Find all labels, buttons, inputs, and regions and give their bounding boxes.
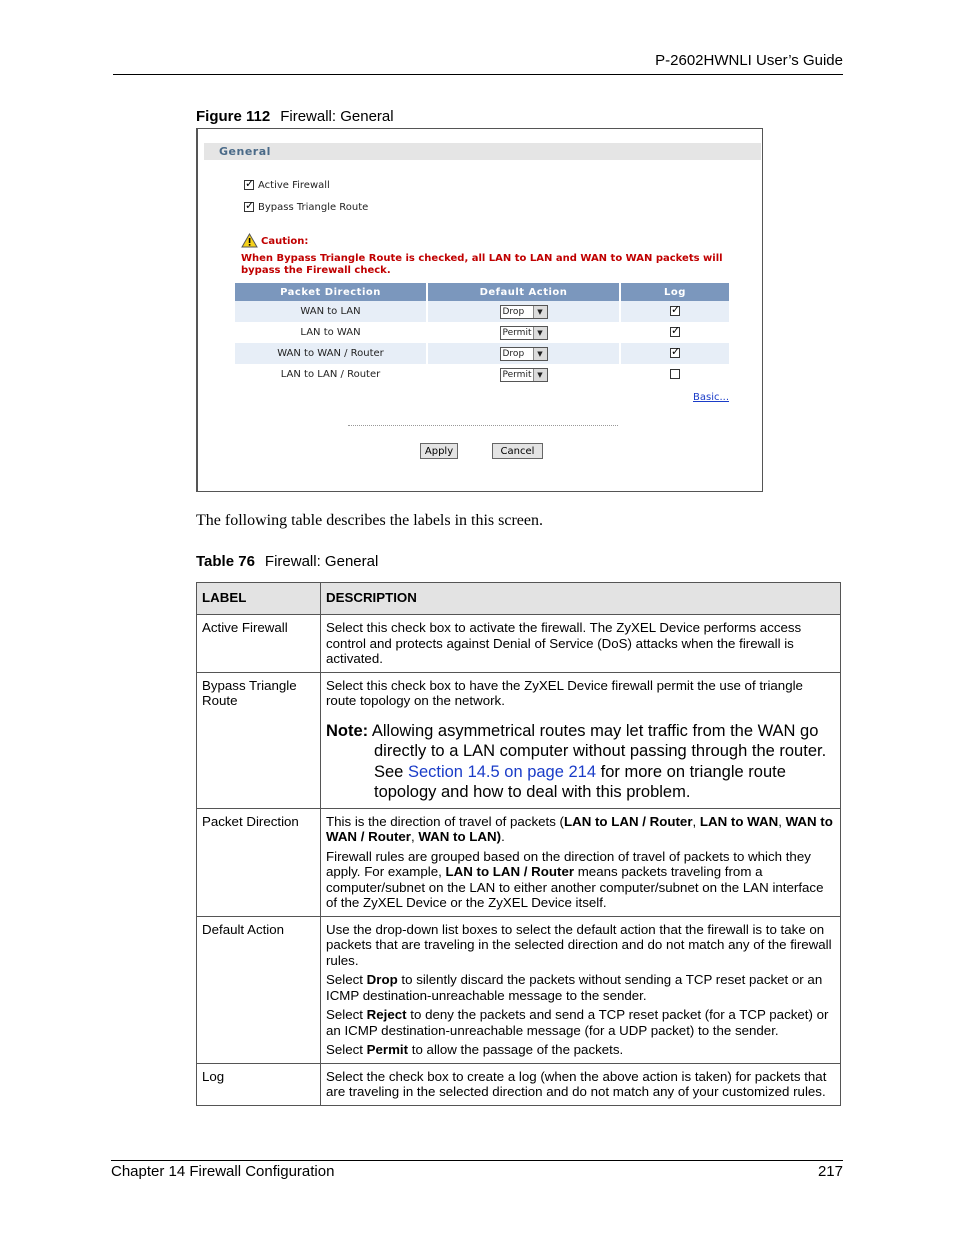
row-label: Packet Direction: [197, 808, 321, 916]
log-checkbox[interactable]: [670, 306, 680, 316]
rule-direction: LAN to WAN: [300, 327, 361, 338]
default-action-select[interactable]: Permit ▼: [500, 326, 548, 340]
bypass-triangle-label: Bypass Triangle Route: [258, 202, 369, 213]
row-description: Select this check box to activate the firewall. The ZyXEL Device performs access control and protects against Denial of Service (DoS) attacks when the firewall is activated.: [321, 615, 841, 673]
col-default-action: Default Action: [428, 283, 619, 301]
bypass-triangle-row: [244, 202, 368, 213]
description-text: Firewall rules are grouped based on the direction of travel of packets to which they apply. For example, LAN to LAN / Router means packets traveling from a computer/subnet on the LAN to either another computer/subnet on the LAN interface of the ZyXEL Device or the ZyXEL Device itself.: [326, 848, 824, 910]
cancel-button[interactable]: Cancel: [492, 443, 543, 459]
intro-text: The following table describes the labels in this screen.: [196, 512, 544, 529]
log-checkbox[interactable]: [670, 348, 680, 358]
table-row: [197, 1063, 841, 1105]
table-header-row: [197, 583, 841, 615]
figure-title: Firewall: General: [280, 108, 394, 125]
col-description-header: DESCRIPTION: [321, 583, 841, 615]
bypass-triangle-checkbox[interactable]: [244, 202, 254, 212]
chapter-title: Chapter 14 Firewall Configuration: [111, 1163, 335, 1180]
row-description: [321, 916, 841, 1063]
rule-row: [235, 301, 729, 322]
log-checkbox[interactable]: [670, 327, 680, 337]
section-link[interactable]: Section 14.5 on page 214: [407, 762, 597, 781]
apply-button[interactable]: Apply: [420, 443, 458, 459]
row-description: Select the check box to create a log (when the above action is taken) for packets that are traveling in the selected direction and do not match any of your customized rules.: [321, 1063, 841, 1105]
table-row: [197, 615, 841, 673]
default-action-select[interactable]: Drop ▼: [500, 305, 548, 319]
note: Note: Allowing asymmetrical routes may let traffic from the WAN go directly to a LAN computer without passing through the router. See Section 14.5 on page 214 for more on triangle route topology and how to deal with this problem.: [326, 721, 827, 801]
description-text: Select Permit to allow the passage of the packets.: [326, 1042, 624, 1057]
row-description: [321, 672, 841, 808]
description-text: Select this check box to have the ZyXEL Device firewall permit the use of triangle route topology on the network.: [326, 677, 803, 708]
active-firewall-checkbox[interactable]: [244, 180, 254, 190]
table-row: [197, 916, 841, 1063]
rules-header-row: [235, 283, 729, 301]
page-header: [113, 52, 843, 75]
page-footer: [111, 1160, 843, 1185]
page-number: 217: [817, 1163, 843, 1180]
section-title-bar: General: [204, 143, 761, 160]
firewall-rules-table: [233, 283, 731, 385]
description-text: This is the direction of travel of packets (LAN to LAN / Router, LAN to WAN, WAN to WAN / Router, WAN to LAN).: [326, 813, 833, 844]
active-firewall-row: [244, 180, 330, 191]
row-label: Active Firewall: [197, 615, 321, 673]
note-label: Note:: [326, 721, 369, 740]
caution-title: Caution:: [261, 236, 309, 247]
default-action-select[interactable]: Drop ▼: [500, 347, 548, 361]
label-description-table: [196, 582, 841, 1106]
row-label: Log: [197, 1063, 321, 1105]
guide-title: P-2602HWNLI User’s Guide: [655, 52, 843, 69]
divider: [348, 425, 618, 426]
description-text: Use the drop-down list boxes to select the default action that the firewall is to take on packets that are traveling in the selected direction and do not match any of the firewall rules.: [326, 921, 832, 968]
chevron-down-icon: ▼: [533, 369, 547, 381]
chevron-down-icon: ▼: [533, 348, 547, 360]
active-firewall-label: Active Firewall: [258, 180, 330, 191]
figure-caption: [196, 108, 394, 125]
rule-direction: WAN to LAN: [235, 301, 426, 322]
table-row: [197, 808, 841, 916]
col-packet-direction: Packet Direction: [235, 283, 426, 301]
chevron-down-icon: ▼: [533, 306, 547, 318]
description-text: Select Drop to silently discard the packets without sending a TCP reset packet or an ICMP destination-unreachable message to the sender.: [326, 972, 823, 1003]
default-action-select[interactable]: Permit ▼: [500, 368, 548, 382]
row-label: Default Action: [197, 916, 321, 1063]
chevron-down-icon: ▼: [533, 327, 547, 339]
firewall-general-screenshot: [196, 128, 763, 492]
caution-text: When Bypass Triangle Route is checked, all LAN to LAN and WAN to WAN packets will bypass the Firewall check.: [241, 253, 723, 276]
col-log: Log: [621, 283, 729, 301]
rule-row: [235, 343, 729, 364]
table-number: Table 76: [196, 553, 255, 570]
description-text: Select Reject to deny the packets and send a TCP reset packet (for a TCP packet) or an ICMP destination-unreachable message (for a UDP packet) to the sender.: [326, 1007, 829, 1038]
rule-direction: WAN to WAN / Router: [235, 343, 426, 364]
table-caption: [196, 553, 378, 570]
rule-row: [235, 364, 729, 385]
basic-link[interactable]: Basic...: [693, 392, 730, 403]
figure-number: Figure 112: [196, 108, 271, 125]
rule-direction: LAN to LAN / Router: [280, 369, 381, 380]
row-label: Bypass Triangle Route: [197, 672, 321, 808]
col-label-header: LABEL: [197, 583, 321, 615]
rule-row: [235, 322, 729, 343]
row-description: [321, 808, 841, 916]
log-checkbox[interactable]: [670, 369, 680, 379]
warning-icon: [241, 233, 258, 252]
table-row: [197, 672, 841, 808]
table-title: Firewall: General: [264, 553, 379, 570]
